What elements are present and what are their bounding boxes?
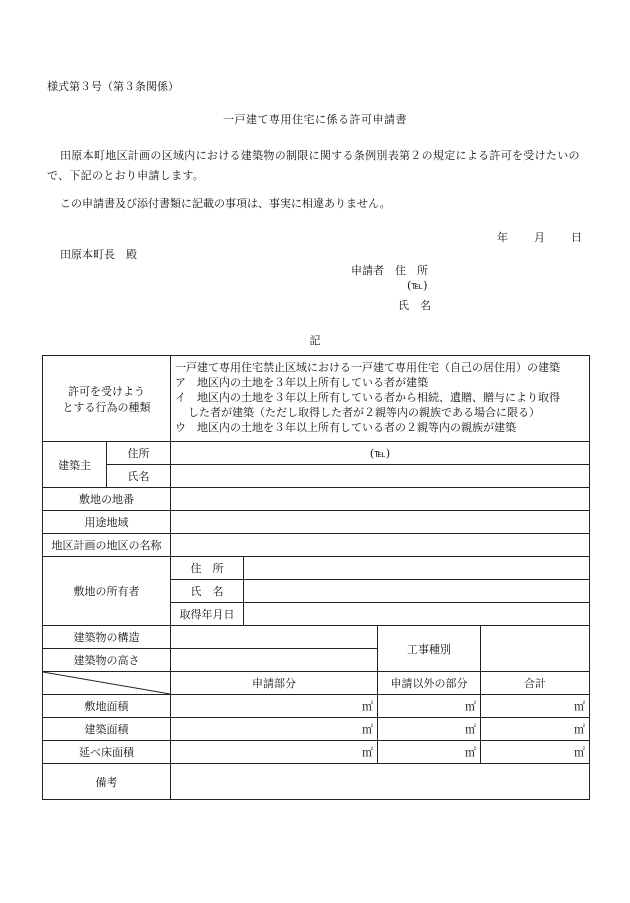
applicant-address-label: 申請者 住 所 xyxy=(351,264,428,277)
purpose-option-a: ア 地区内の土地を３年以上所有している者が建築 xyxy=(175,376,428,389)
col-total-header: 合計 xyxy=(481,672,590,695)
ki-heading: 記 xyxy=(309,334,321,347)
remarks-field[interactable] xyxy=(171,764,590,800)
builder-address-field[interactable]: (℡) xyxy=(171,442,590,465)
declaration-paragraph: この申請書及び添付書類に記載の事項は、事実に相違ありません。 xyxy=(60,197,391,210)
owner-acquired-field[interactable] xyxy=(244,603,590,626)
purpose-option-i: イ 地区内の土地を３年以上所有している者から相続、遺贈、贈与により取得 xyxy=(175,391,560,404)
site-area-other[interactable]: ㎡ xyxy=(378,695,481,718)
height-label: 建築物の高さ xyxy=(43,649,171,672)
purpose-label: 許可を受けよう とする行為の種類 xyxy=(43,356,171,442)
purpose-option-u: ウ 地区内の土地を３年以上所有している者の２親等内の親族が建築 xyxy=(175,421,516,434)
structure-label: 建築物の構造 xyxy=(43,626,171,649)
form-number: 様式第３号（第３条関係） xyxy=(47,80,179,93)
owner-name-field[interactable] xyxy=(244,580,590,603)
site-area-label: 敷地面積 xyxy=(43,695,171,718)
floor-area-total[interactable]: ㎡ xyxy=(481,741,590,764)
owner-name-label: 氏 名 xyxy=(171,580,244,603)
diagonal-line xyxy=(43,672,170,694)
date-line xyxy=(497,229,582,245)
owner-address-field[interactable] xyxy=(244,557,590,580)
owner-label: 敷地の所有者 xyxy=(43,557,171,626)
building-area-total[interactable]: ㎡ xyxy=(481,718,590,741)
floor-area-other[interactable]: ㎡ xyxy=(378,741,481,764)
zoning-field[interactable] xyxy=(171,511,590,534)
work-type-field[interactable] xyxy=(481,626,590,672)
document-title: 一戸建て専用住宅に係る許可申請書 xyxy=(223,113,407,126)
date-day: 日 xyxy=(571,231,582,244)
col-applied-header: 申請部分 xyxy=(171,672,378,695)
structure-field[interactable] xyxy=(171,626,378,649)
date-month: 月 xyxy=(534,231,545,244)
lot-number-label: 敷地の地番 xyxy=(43,488,171,511)
floor-area-applied[interactable]: ㎡ xyxy=(171,741,378,764)
col-other-header: 申請以外の部分 xyxy=(378,672,481,695)
site-area-total[interactable]: ㎡ xyxy=(481,695,590,718)
builder-name-field[interactable] xyxy=(171,465,590,488)
applicant-tel-label: (℡) xyxy=(407,279,428,292)
purpose-options xyxy=(171,356,590,442)
owner-acquired-label: 取得年月日 xyxy=(171,603,244,626)
remarks-label: 備考 xyxy=(43,764,171,800)
building-area-applied[interactable]: ㎡ xyxy=(171,718,378,741)
date-year: 年 xyxy=(497,231,508,244)
builder-name-label: 氏名 xyxy=(107,465,171,488)
diagonal-header-cell xyxy=(43,672,171,695)
height-field[interactable] xyxy=(171,649,378,672)
site-area-applied[interactable]: ㎡ xyxy=(171,695,378,718)
applicant-name-label: 氏 名 xyxy=(398,299,431,312)
application-table xyxy=(42,355,590,800)
floor-area-label: 延べ床面積 xyxy=(43,741,171,764)
building-area-label: 建築面積 xyxy=(43,718,171,741)
purpose-line-main: 一戸建て専用住宅禁止区域における一戸建て専用住宅（自己の居住用）の建築 xyxy=(175,361,560,374)
owner-address-label: 住 所 xyxy=(171,557,244,580)
building-area-other[interactable]: ㎡ xyxy=(378,718,481,741)
builder-address-label: 住所 xyxy=(107,442,171,465)
builder-label: 建築主 xyxy=(43,442,107,488)
district-plan-label: 地区計画の地区の名称 xyxy=(43,534,171,557)
addressee: 田原本町長 殿 xyxy=(60,248,137,261)
request-paragraph: 田原本町地区計画の区域内における建築物の制限に関する条例別表第２の規定による許可を受けたいので、下記のとおり申請します。 xyxy=(47,149,580,182)
zoning-label: 用途地域 xyxy=(43,511,171,534)
work-type-label: 工事種別 xyxy=(378,626,481,672)
purpose-option-i-cont: した者が建築（ただし取得した者が２親等内の親族である場合に限る） xyxy=(188,406,540,419)
lot-number-field[interactable] xyxy=(171,488,590,511)
district-plan-field[interactable] xyxy=(171,534,590,557)
